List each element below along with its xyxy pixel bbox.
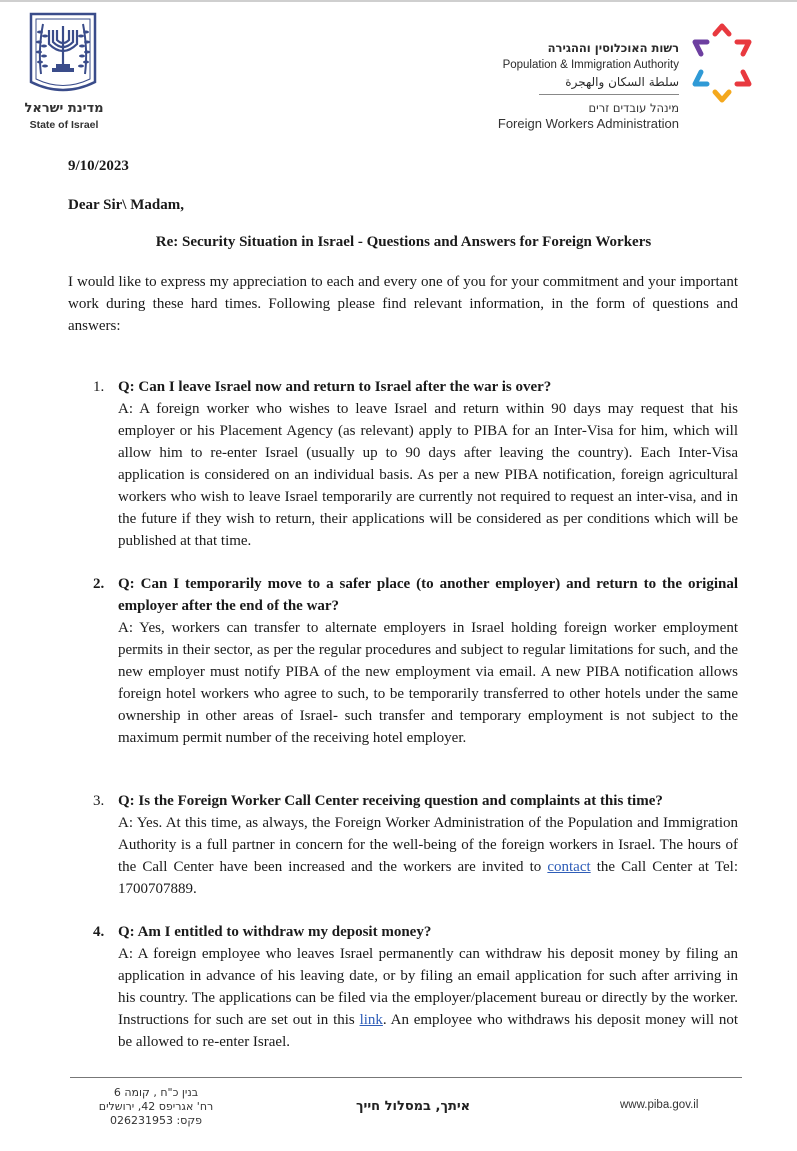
authority-name-arabic: سلطة السكان والهجرة	[565, 75, 679, 89]
state-emblem-icon	[27, 12, 99, 96]
answer-text-part: . An employee who withdraws his deposit money will not be allowed to re-enter Israel.	[118, 1012, 738, 1050]
answer-text-part: the Call Center at Tel: 1700707889.	[118, 859, 738, 897]
letter-greeting: Dear Sir\ Madam,	[68, 197, 184, 213]
question-text: Q: Am I entitled to withdraw my deposit money?	[118, 924, 432, 940]
header-divider	[539, 94, 679, 95]
answer-text	[118, 943, 738, 1053]
qa-item-1	[93, 376, 738, 552]
question-text: Q: Is the Foreign Worker Call Center receiving question and complaints at this time?	[118, 793, 663, 809]
qa-item-3	[93, 790, 738, 900]
footer-address	[76, 1086, 236, 1128]
state-name-hebrew: מדינת ישראל	[24, 101, 104, 116]
answer-text-part: A: A foreign employee who leaves Israel permanently can withdraw his deposit money by filing an application in advance of his leaving date, or by filing an email application for such after arriving in his country. The applications can be filed via the employer/placement bureau or directly by the worker. Instructions for such are set out in this	[118, 946, 738, 1028]
answer-text: A: A foreign worker who wishes to leave Israel and return within 90 days may request that his employer or his Placement Agency (as relevant) apply to PIBA for an Inter-Visa for him, which will allow him to re-enter Israel (usually up to 90 days after leaving the country). Each Inter-Visa application is considered on an individual basis. As per a new PIBA notification, foreign agricultural workers who wish to leave Israel temporarily are currently not required to request an inter-visa, and in the future if they wish to return, their applications will be considered as per conditions which will be published at that time.	[118, 401, 738, 549]
answer-text	[118, 812, 738, 900]
qa-number: 4.	[93, 924, 105, 940]
authority-name-english: Population & Immigration Authority	[502, 59, 679, 71]
question-text: Q: Can I temporarily move to a safer place (to another employer) and return to the original employer after the end of the war?	[118, 576, 738, 614]
contact-link[interactable]: contact	[547, 859, 591, 875]
footer-slogan: איתך, במסלול חייך	[356, 1099, 471, 1114]
letter-date: 9/10/2023	[68, 158, 129, 174]
qa-item-4	[93, 921, 738, 1053]
question-text: Q: Can I leave Israel now and return to Israel after the war is over?	[118, 379, 552, 395]
footer-divider	[70, 1077, 742, 1078]
top-border	[0, 0, 797, 2]
department-name-english: Foreign Workers Administration	[497, 116, 679, 131]
qa-number: 2.	[93, 576, 105, 592]
department-name-hebrew: מינהל עובדים זרים	[588, 101, 679, 115]
authority-name-hebrew: רשות האוכלוסין וההגירה	[547, 41, 679, 55]
authority-name-block	[503, 40, 679, 91]
qa-number: 3.	[93, 793, 105, 809]
letter-subject: Re: Security Situation in Israel - Questions and Answers for Foreign Workers	[155, 234, 652, 250]
piba-logo-icon	[687, 20, 757, 106]
address-line: בנין כ"ח , קומה 6	[113, 1086, 199, 1099]
qa-number: 1.	[93, 379, 105, 395]
fax-line: פקס: 026231953	[109, 1114, 202, 1127]
qa-item-2	[93, 573, 738, 749]
answer-text-part: A: Yes. At this time, as always, the Foreign Worker Administration of the Population and Immigration Authority is a full partner in concern for the well-being of the foreign workers in Israel. The hours of the Call Center have been increased and the workers are invited to	[118, 815, 738, 875]
address-line: רח' אגריפס 42, ירושלים	[98, 1100, 214, 1113]
instructions-link[interactable]: link	[359, 1012, 383, 1028]
state-name-english: State of Israel	[29, 119, 99, 131]
letter-intro: I would like to express my appreciation to each and every one of you for your commitment and your important work during these hard times. Following please find relevant information, in the form of questions and answers:	[68, 274, 738, 334]
answer-text: A: Yes, workers can transfer to alternate employers in Israel holding foreign worker employment permits in their sector, as per the regular procedures and subject to regular limitations for such, and the new employer must notify PIBA of the new employment via email. A new PIBA notification allows foreign hotel workers who agree to such, to be temporarily transferred to other hotels under the same ownership in other areas of Israel- such transfer and temporary employment is not subject to the maximum permit number of the receiving hotel employer.	[118, 620, 738, 746]
footer-website[interactable]: www.piba.gov.il	[620, 1099, 699, 1111]
